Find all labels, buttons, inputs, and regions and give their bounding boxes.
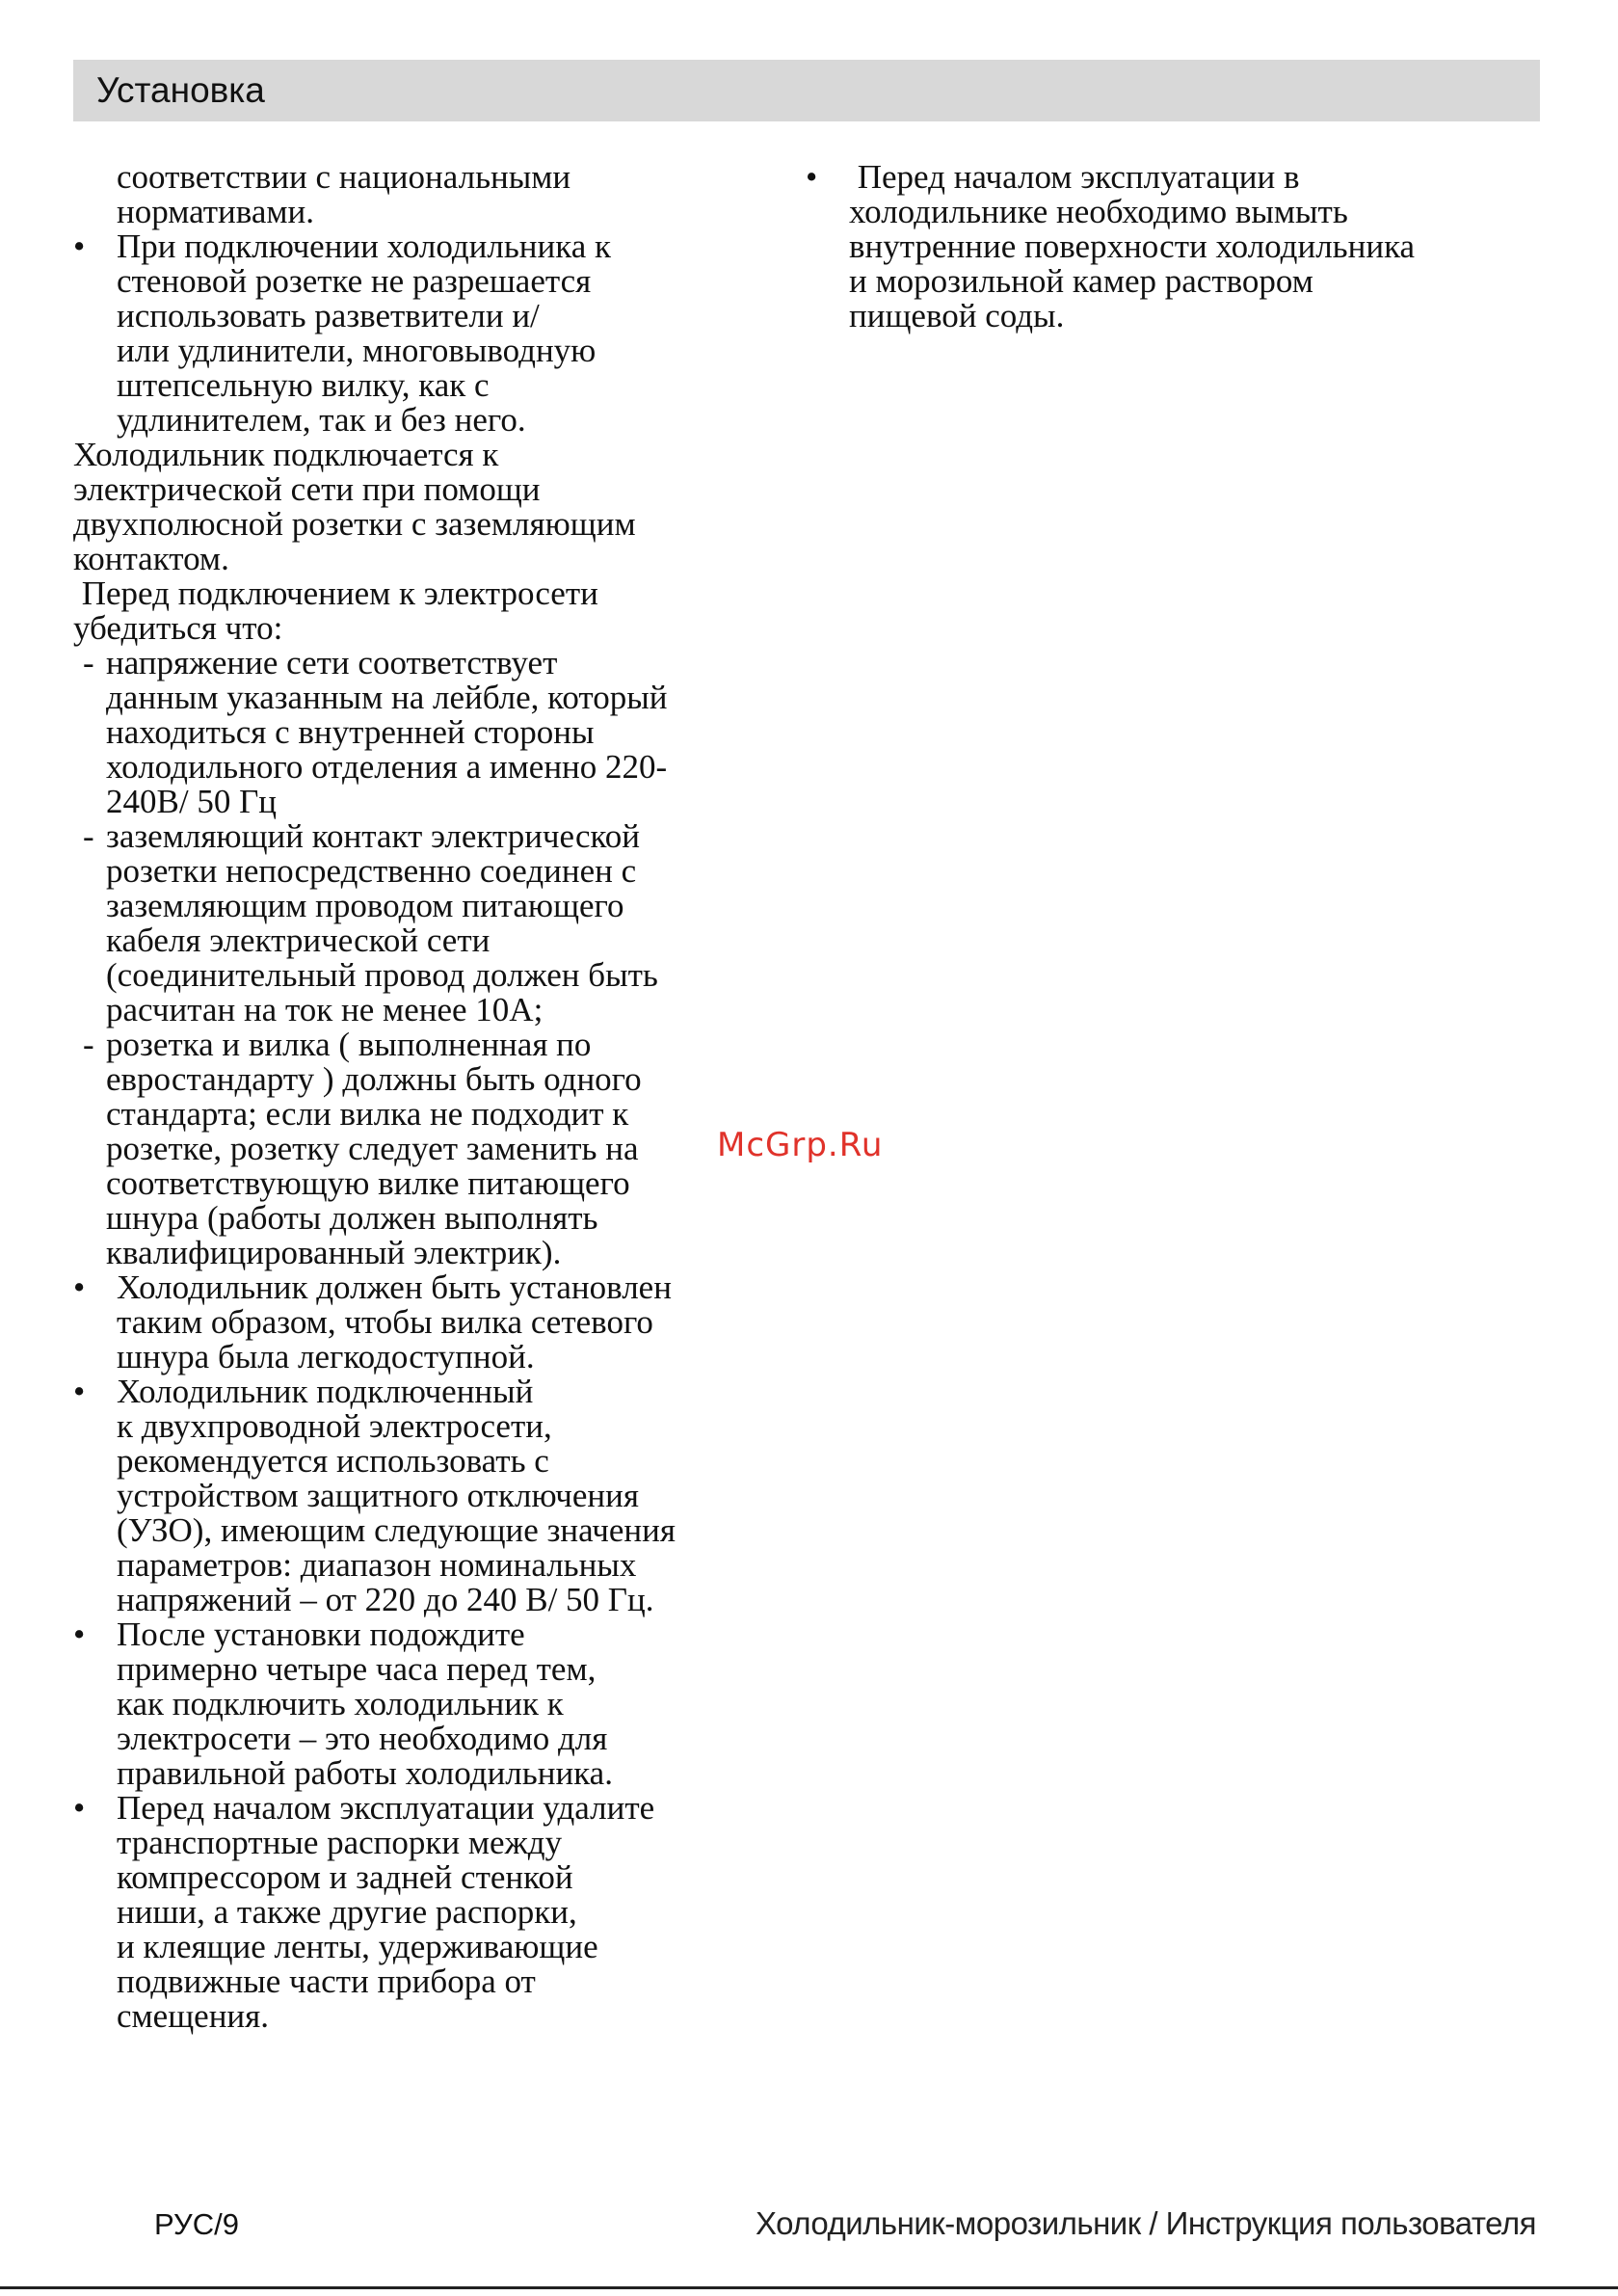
text-line: (соединительный провод должен быть: [106, 956, 658, 994]
watermark: McGrp.Ru: [717, 1126, 884, 1164]
text-line: Холодильник подключается к: [73, 436, 499, 473]
text-line: использовать разветвители и/: [117, 297, 540, 334]
text-line: соответствующую вилке питающего: [106, 1164, 630, 1202]
text-line: находиться с внутренней стороны: [106, 713, 595, 751]
dash-item-line: - заземляющий контакт электрической: [73, 819, 767, 854]
text-line: соответствии с национальными: [117, 158, 571, 196]
text-line: примерно четыре часа перед тем,: [117, 1650, 597, 1688]
bullet-line: • Перед началом эксплуатации в: [806, 160, 1519, 195]
text-line: шнура была легкодоступной.: [117, 1338, 535, 1375]
text-line: устройством защитного отключения: [117, 1477, 639, 1514]
text-line: стеновой розетке не разрешается: [117, 262, 592, 300]
text-line: смещения.: [117, 1997, 270, 2035]
dash-item-line: - розетка и вилка ( выполненная по: [73, 1028, 767, 1062]
text-line: пищевой соды.: [849, 297, 1065, 334]
text-line: компрессором и задней стенкой: [117, 1858, 573, 1896]
dash-item-line: - напряжение сети соответствует: [73, 646, 767, 681]
bullet-line: • Холодильник должен быть установлен: [73, 1270, 767, 1305]
text-line: транспортные распорки между: [117, 1824, 563, 1861]
text-line: данным указанным на лейбле, который: [106, 679, 668, 716]
text-line: удлинителем, так и без него.: [117, 401, 526, 439]
text-line: и морозильной камер раствором: [849, 262, 1313, 300]
bottom-rule: [0, 2286, 1618, 2289]
text-line: как подключить холодильник к: [117, 1685, 564, 1722]
text-line: внутренние поверхности холодильника: [849, 227, 1416, 265]
text-line: (УЗО), имеющим следующие значения: [117, 1511, 676, 1549]
text-line: холодильнике необходимо вымыть: [849, 193, 1348, 230]
page-number: РУС/9: [154, 2207, 239, 2241]
text-line: розетки непосредственно соединен с: [106, 852, 637, 890]
bullet-line: • При подключении холодильника к: [73, 229, 767, 264]
text-line: расчитан на ток не менее 10А;: [106, 991, 544, 1028]
text-line: к двухпроводной электросети,: [117, 1407, 552, 1445]
text-line: подвижные части прибора от: [117, 1962, 536, 2000]
left-text-column: [73, 160, 767, 2034]
text-line: контактом.: [73, 540, 229, 577]
text-line: двухполюсной розетки с заземляющим: [73, 505, 636, 543]
text-line: рекомендуется использовать с: [117, 1442, 549, 1480]
text-line: холодильного отделения а именно 220-: [106, 748, 668, 786]
bullet-line: • Перед началом эксплуатации удалите: [73, 1791, 767, 1826]
text-line: электрической сети при помощи: [73, 470, 541, 508]
text-line: или удлинители, многовыводную: [117, 332, 597, 369]
text-line: кабеля электрической сети: [106, 921, 491, 959]
text-line: Перед подключением к электросети: [73, 574, 598, 612]
text-line: и клеящие ленты, удерживающие: [117, 1928, 598, 1965]
bullet-line: • После установки подождите: [73, 1617, 767, 1652]
text-line: параметров: диапазон номинальных: [117, 1546, 637, 1584]
text-line: штепсельную вилку, как с: [117, 366, 490, 404]
text-line: таким образом, чтобы вилка сетевого: [117, 1303, 653, 1341]
text-line: 240В/ 50 Гц: [106, 783, 278, 820]
bullet-line: • Холодильник подключенный: [73, 1375, 767, 1409]
section-title: Установка: [96, 70, 265, 110]
text-line: шнура (работы должен выполнять: [106, 1199, 598, 1237]
text-line: правильной работы холодильника.: [117, 1754, 613, 1792]
text-line: квалифицированный электрик).: [106, 1234, 562, 1271]
text-line: стандарта; если вилка не подходит к: [106, 1095, 629, 1133]
section-header-bar: [73, 60, 1540, 121]
footer-document-title: Холодильник-морозильник / Инструкция пользователя: [755, 2205, 1536, 2241]
right-text-column: [806, 160, 1519, 334]
text-line: электросети – это необходимо для: [117, 1720, 608, 1757]
text-line: заземляющим проводом питающего: [106, 887, 624, 924]
text-line: ниши, а также другие распорки,: [117, 1893, 577, 1931]
text-line: нормативами.: [117, 193, 314, 230]
text-line: розетке, розетку следует заменить на: [106, 1130, 639, 1167]
text-line: убедиться что:: [73, 609, 283, 647]
text-line: напряжений – от 220 до 240 В/ 50 Гц.: [117, 1581, 654, 1618]
text-line: евростандарту ) должны быть одного: [106, 1060, 642, 1098]
